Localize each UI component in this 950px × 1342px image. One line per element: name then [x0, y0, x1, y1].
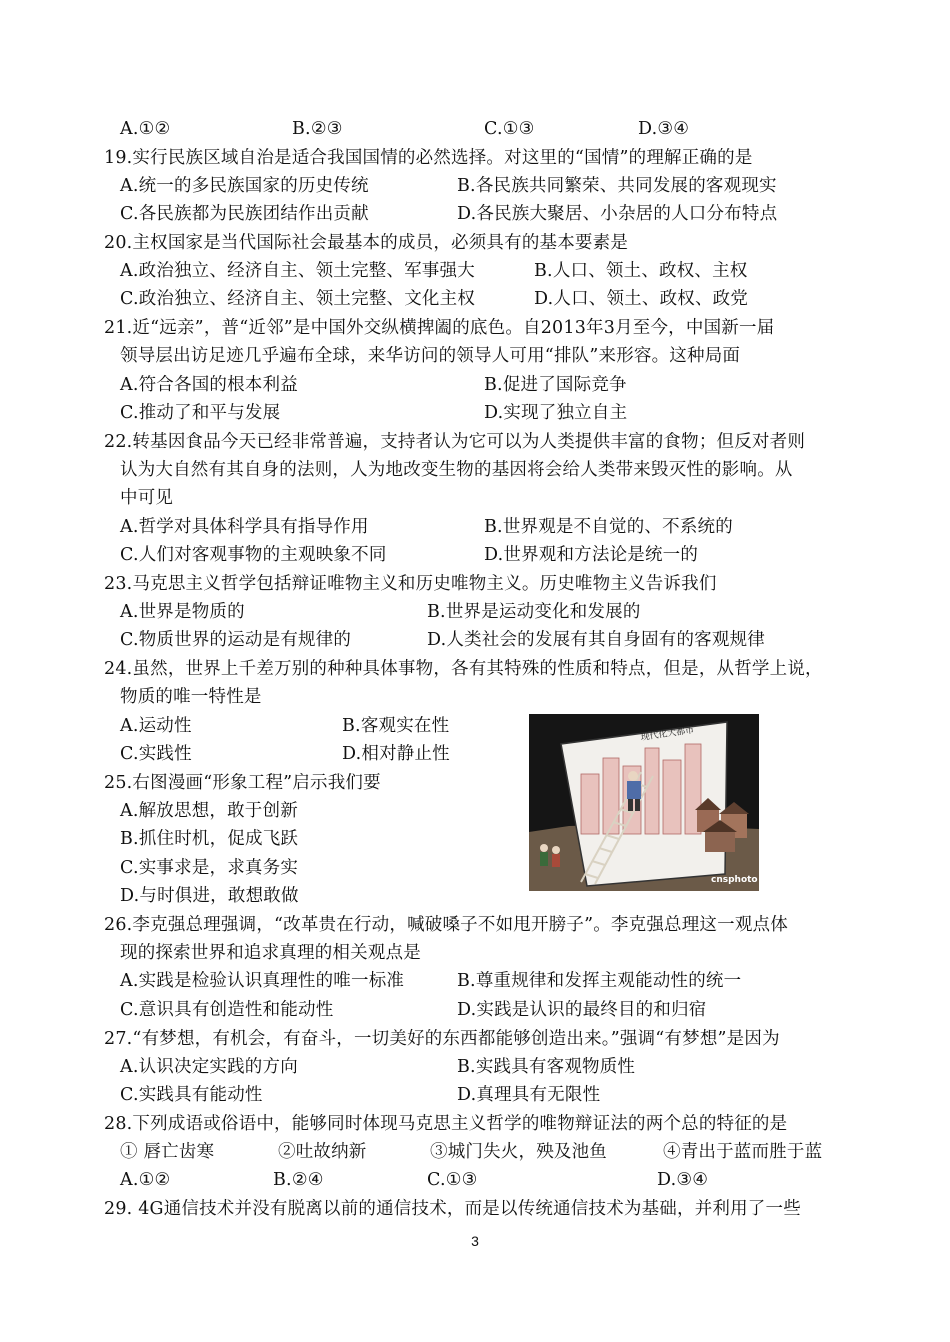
q18-option-a[interactable]: A.①②	[120, 119, 171, 139]
q22-option-a[interactable]: A.哲学对具体科学具有指导作用	[120, 517, 369, 537]
q24-option-b[interactable]: B.客观实在性	[342, 716, 450, 736]
q19-option-c[interactable]: C.各民族都为民族团结作出贡献	[120, 204, 369, 224]
q24-option-c[interactable]: C.实践性	[120, 744, 192, 764]
q26-stem-line1: 26.李克强总理强调，“改革贵在行动，喊破嗓子不如甩开膀子”。李克强总理这一观点体	[104, 915, 788, 935]
q28-item-2: ②吐故纳新	[278, 1142, 367, 1162]
q22-option-d[interactable]: D.世界观和方法论是统一的	[484, 545, 699, 565]
q25-stem: 25.右图漫画“形象工程”启示我们要	[104, 773, 381, 793]
q21-option-d[interactable]: D.实现了独立自主	[484, 403, 628, 423]
q26-option-b[interactable]: B.尊重规律和发挥主观能动性的统一	[457, 971, 742, 991]
q25-option-c[interactable]: C.实事求是，求真务实	[120, 858, 299, 878]
q24-stem-line1: 24.虽然，世界上千差万别的种种具体事物，各有其特殊的性质和特点，但是，从哲学上说，	[104, 659, 823, 679]
q23-stem: 23.马克思主义哲学包括辩证唯物主义和历史唯物主义。历史唯物主义告诉我们	[104, 574, 717, 594]
q27-stem: 27.“有梦想，有机会，有奋斗，一切美好的东西都能够创造出来。”强调“有梦想”是因为	[104, 1029, 780, 1049]
q22-stem-line3: 中可见	[120, 488, 174, 508]
q27-option-c[interactable]: C.实践具有能动性	[120, 1085, 263, 1105]
q26-option-d[interactable]: D.实践是认识的最终目的和归宿	[457, 1000, 707, 1020]
q26-option-c[interactable]: C.意识具有创造性和能动性	[120, 1000, 334, 1020]
cartoon-watermark: cnsphoto	[711, 875, 758, 885]
q18-option-d[interactable]: D.③④	[638, 119, 690, 139]
q28-item-3: ③城门失火，殃及池鱼	[430, 1142, 607, 1162]
q27-option-d[interactable]: D.真理具有无限性	[457, 1085, 601, 1105]
q23-option-b[interactable]: B.世界是运动变化和发展的	[427, 602, 641, 622]
q28-option-a[interactable]: A.①②	[120, 1170, 171, 1190]
q20-option-d[interactable]: D.人口、领土、政权、政党	[534, 289, 749, 309]
q27-option-a[interactable]: A.认识决定实践的方向	[120, 1057, 298, 1077]
q25-option-b[interactable]: B.抓住时机，促成飞跃	[120, 829, 299, 849]
q21-stem-line1: 21.近“远亲”，普“近邻”是中国外交纵横捭阖的底色。自2013年3月至今，中国新一届	[104, 318, 775, 338]
q20-option-b[interactable]: B.人口、领土、政权、主权	[534, 261, 748, 281]
q22-stem-line1: 22.转基因食品今天已经非常普遍，支持者认为它可以为人类提供丰富的食物；但反对者则	[104, 432, 806, 452]
q18-option-c[interactable]: C.①③	[484, 119, 535, 139]
q28-stem: 28.下列成语或俗语中，能够同时体现马克思主义哲学的唯物辩证法的两个总的特征的是	[104, 1114, 788, 1134]
q26-stem-line2: 现的探索世界和追求真理的相关观点是	[120, 943, 421, 963]
q28-item-1: ① 唇亡齿寒	[120, 1142, 215, 1162]
q21-option-a[interactable]: A.符合各国的根本利益	[120, 375, 298, 395]
q23-option-c[interactable]: C.物质世界的运动是有规律的	[120, 630, 352, 650]
q19-stem: 19.实行民族区域自治是适合我国国情的必然选择。对这里的“国情”的理解正确的是	[104, 148, 753, 168]
q21-stem-line2: 领导层出访足迹几乎遍布全球，来华访问的领导人可用“排队”来形容。这种局面	[120, 346, 741, 366]
q21-option-c[interactable]: C.推动了和平与发展	[120, 403, 281, 423]
q20-option-c[interactable]: C.政治独立、经济自主、领土完整、文化主权	[120, 289, 476, 309]
q23-option-d[interactable]: D.人类社会的发展有其自身固有的客观规律	[427, 630, 765, 650]
q25-option-d[interactable]: D.与时俱进，敢想敢做	[120, 886, 299, 906]
q19-option-d[interactable]: D.各民族大聚居、小杂居的人口分布特点	[457, 204, 778, 224]
q24-option-d[interactable]: D.相对静止性	[342, 744, 450, 764]
q21-option-b[interactable]: B.促进了国际竞争	[484, 375, 627, 395]
page-number: 3	[471, 1233, 479, 1249]
q28-option-d[interactable]: D.③④	[657, 1170, 709, 1190]
q20-option-a[interactable]: A.政治独立、经济自主、领土完整、军事强大	[120, 261, 475, 281]
billboard-sign-text: 现代化大都市	[640, 725, 695, 743]
q24-option-a[interactable]: A.运动性	[120, 716, 192, 736]
q23-option-a[interactable]: A.世界是物质的	[120, 602, 245, 622]
q22-stem-line2: 认为大自然有其自身的法则，人为地改变生物的基因将会给人类带来毁灭性的影响。从	[120, 460, 793, 480]
q24-stem-line2: 物质的唯一特性是	[120, 687, 262, 707]
q26-option-a[interactable]: A.实践是检验认识真理性的唯一标准	[120, 971, 405, 991]
q28-option-c[interactable]: C.①③	[427, 1170, 478, 1190]
q18-option-b[interactable]: B.②③	[292, 119, 343, 139]
q28-item-4: ④青出于蓝而胜于蓝	[663, 1142, 823, 1162]
q29-stem: 29. 4G通信技术并没有脱离以前的通信技术，而是以传统通信技术为基础，并利用了一些	[104, 1199, 801, 1219]
image-project-cartoon	[529, 714, 759, 891]
q19-option-b[interactable]: B.各民族共同繁荣、共同发展的客观现实	[457, 176, 777, 196]
q27-option-b[interactable]: B.实践具有客观物质性	[457, 1057, 636, 1077]
q22-option-b[interactable]: B.世界观是不自觉的、不系统的	[484, 517, 733, 537]
q20-stem: 20.主权国家是当代国际社会最基本的成员，必须具有的基本要素是	[104, 233, 629, 253]
q19-option-a[interactable]: A.统一的多民族国家的历史传统	[120, 176, 369, 196]
q22-option-c[interactable]: C.人们对客观事物的主观映象不同	[120, 545, 387, 565]
q28-option-b[interactable]: B.②④	[273, 1170, 324, 1190]
q25-option-a[interactable]: A.解放思想，敢于创新	[120, 801, 298, 821]
